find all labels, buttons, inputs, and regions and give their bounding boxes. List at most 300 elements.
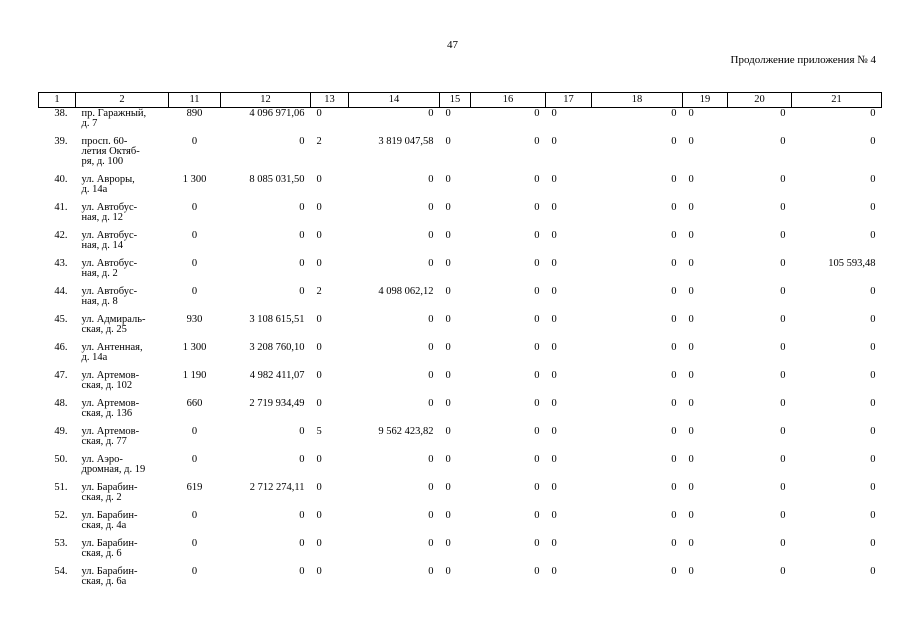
cell-col-13-value: 0 <box>316 565 322 577</box>
address-line: ская, д. 25 <box>81 323 127 335</box>
cell-col-15-value: 0 <box>445 425 451 437</box>
cell-col-13 <box>311 426 349 454</box>
cell-col-11-value: 1 300 <box>182 173 207 185</box>
cell-col-15 <box>440 370 471 398</box>
cell-col-16-value: 0 <box>534 509 540 521</box>
row-number-value: 42. <box>54 229 68 241</box>
cell-col-11 <box>169 398 221 426</box>
cell-col-17-value: 0 <box>551 509 557 521</box>
cell-col-12 <box>221 398 311 426</box>
row-number <box>39 286 76 314</box>
row-number-value: 46. <box>54 341 68 353</box>
cell-col-20 <box>728 510 792 538</box>
cell-col-14-value: 0 <box>428 509 434 521</box>
cell-col-16 <box>471 286 546 314</box>
cell-col-13-value: 0 <box>316 313 322 325</box>
cell-col-14 <box>349 286 440 314</box>
address <box>76 482 169 510</box>
address <box>76 454 169 482</box>
cell-col-11 <box>169 314 221 342</box>
cell-col-19-value: 0 <box>688 173 694 185</box>
cell-col-12-value: 0 <box>299 453 305 465</box>
cell-col-12-value: 3 108 615,51 <box>249 313 305 325</box>
column-header: 13 <box>311 93 349 108</box>
cell-col-11 <box>169 370 221 398</box>
appendix-note: Продолжение приложения № 4 <box>730 54 876 66</box>
cell-col-14 <box>349 454 440 482</box>
address <box>76 398 169 426</box>
table-row <box>39 342 882 370</box>
data-table <box>38 92 882 594</box>
row-number-value: 52. <box>54 509 68 521</box>
cell-col-11 <box>169 454 221 482</box>
cell-col-21 <box>792 286 882 314</box>
address-line: д. 14а <box>81 351 108 363</box>
cell-col-18-value: 0 <box>671 341 677 353</box>
cell-col-11-value: 0 <box>191 509 198 521</box>
cell-col-15 <box>440 482 471 510</box>
cell-col-20 <box>728 258 792 286</box>
cell-col-16 <box>471 230 546 258</box>
cell-col-18-value: 0 <box>671 173 677 185</box>
cell-col-14-value: 0 <box>428 173 434 185</box>
cell-col-14 <box>349 202 440 230</box>
cell-col-17 <box>546 136 592 174</box>
cell-col-17-value: 0 <box>551 257 557 269</box>
cell-col-16-value: 0 <box>534 481 540 493</box>
cell-col-12-value: 8 085 031,50 <box>249 173 305 185</box>
cell-col-17-value: 0 <box>551 229 557 241</box>
cell-col-16 <box>471 454 546 482</box>
cell-col-18-value: 0 <box>671 201 677 213</box>
cell-col-17 <box>546 230 592 258</box>
cell-col-12-value: 0 <box>299 135 305 147</box>
cell-col-11-value: 0 <box>191 565 198 577</box>
cell-col-19-value: 0 <box>688 285 694 297</box>
cell-col-19-value: 0 <box>688 565 694 577</box>
cell-col-19-value: 0 <box>688 341 694 353</box>
cell-col-15 <box>440 314 471 342</box>
cell-col-17 <box>546 174 592 202</box>
cell-col-11 <box>169 482 221 510</box>
cell-col-16-value: 0 <box>534 108 540 119</box>
cell-col-11-value: 619 <box>186 481 203 493</box>
cell-col-17 <box>546 258 592 286</box>
cell-col-13 <box>311 174 349 202</box>
cell-col-18-value: 0 <box>671 425 677 437</box>
address-line: ская, д. 102 <box>81 379 133 391</box>
cell-col-20 <box>728 566 792 594</box>
address-line: ул. Барабин- <box>81 537 138 549</box>
row-number <box>39 426 76 454</box>
row-number-value: 47. <box>54 369 68 381</box>
cell-col-20-value: 0 <box>780 201 786 213</box>
cell-col-18-value: 0 <box>671 285 677 297</box>
cell-col-18-value: 0 <box>671 453 677 465</box>
row-number-value: 45. <box>54 313 68 325</box>
table-row <box>39 538 882 566</box>
cell-col-20 <box>728 454 792 482</box>
cell-col-21-value: 0 <box>870 341 876 353</box>
cell-col-12-value: 0 <box>299 257 305 269</box>
cell-col-15-value: 0 <box>445 537 451 549</box>
cell-col-14-value: 0 <box>428 341 434 353</box>
cell-col-18-value: 0 <box>671 481 677 493</box>
cell-col-16-value: 0 <box>534 173 540 185</box>
cell-col-18 <box>592 230 683 258</box>
cell-col-14 <box>349 566 440 594</box>
cell-col-17 <box>546 510 592 538</box>
cell-col-21 <box>792 202 882 230</box>
cell-col-17 <box>546 342 592 370</box>
address <box>76 314 169 342</box>
cell-col-20 <box>728 230 792 258</box>
cell-col-11-value: 0 <box>191 229 198 241</box>
cell-col-12-value: 0 <box>299 565 305 577</box>
cell-col-13-value: 0 <box>316 257 322 269</box>
cell-col-21 <box>792 136 882 174</box>
cell-col-13-value: 0 <box>316 481 322 493</box>
address-line: ная, д. 2 <box>81 267 118 279</box>
cell-col-11-value: 0 <box>191 257 198 269</box>
cell-col-18 <box>592 136 683 174</box>
cell-col-13 <box>311 286 349 314</box>
cell-col-13-value: 0 <box>316 108 322 119</box>
cell-col-18 <box>592 538 683 566</box>
cell-col-16-value: 0 <box>534 285 540 297</box>
cell-col-15 <box>440 566 471 594</box>
cell-col-14-value: 3 819 047,58 <box>378 135 434 147</box>
cell-col-20 <box>728 136 792 174</box>
table-row <box>39 108 882 136</box>
table-row <box>39 566 882 594</box>
cell-col-13-value: 0 <box>316 229 322 241</box>
cell-col-13-value: 0 <box>316 341 322 353</box>
cell-col-16-value: 0 <box>534 425 540 437</box>
cell-col-21-value: 0 <box>870 173 876 185</box>
cell-col-20 <box>728 108 792 136</box>
cell-col-15-value: 0 <box>445 481 451 493</box>
cell-col-21-value: 0 <box>870 537 876 549</box>
cell-col-18 <box>592 314 683 342</box>
cell-col-17-value: 0 <box>551 108 557 119</box>
address-line: просп. 60- <box>81 135 128 147</box>
cell-col-11 <box>169 136 221 174</box>
cell-col-20-value: 0 <box>780 313 786 325</box>
cell-col-21 <box>792 538 882 566</box>
cell-col-21-value: 105 593,48 <box>828 257 876 269</box>
column-header: 15 <box>440 93 471 108</box>
cell-col-12 <box>221 538 311 566</box>
cell-col-17-value: 0 <box>551 201 557 213</box>
cell-col-18 <box>592 482 683 510</box>
column-header: 21 <box>792 93 882 108</box>
cell-col-11 <box>169 566 221 594</box>
column-header: 1 <box>39 93 76 108</box>
cell-col-17-value: 0 <box>551 481 557 493</box>
cell-col-13-value: 2 <box>316 285 322 297</box>
cell-col-17 <box>546 426 592 454</box>
cell-col-20-value: 0 <box>780 229 786 241</box>
cell-col-15 <box>440 136 471 174</box>
address-line: ская, д. 6 <box>81 547 122 559</box>
cell-col-12 <box>221 286 311 314</box>
cell-col-14-value: 0 <box>428 108 434 119</box>
address-line: ул. Автобус- <box>81 285 138 297</box>
cell-col-21-value: 0 <box>870 108 876 119</box>
address <box>76 538 169 566</box>
cell-col-17 <box>546 538 592 566</box>
cell-col-12-value: 4 096 971,06 <box>249 108 305 119</box>
cell-col-20-value: 0 <box>780 108 786 119</box>
cell-col-15 <box>440 108 471 136</box>
row-number <box>39 370 76 398</box>
cell-col-19-value: 0 <box>688 229 694 241</box>
cell-col-15 <box>440 426 471 454</box>
row-number <box>39 258 76 286</box>
address-line: ул. Барабин- <box>81 565 138 577</box>
cell-col-17-value: 0 <box>551 369 557 381</box>
cell-col-14 <box>349 398 440 426</box>
cell-col-15 <box>440 510 471 538</box>
cell-col-21 <box>792 108 882 136</box>
table-row <box>39 314 882 342</box>
cell-col-13 <box>311 258 349 286</box>
cell-col-20-value: 0 <box>780 173 786 185</box>
cell-col-13-value: 0 <box>316 173 322 185</box>
cell-col-13-value: 0 <box>316 397 322 409</box>
cell-col-16 <box>471 370 546 398</box>
address-line: ул. Артемов- <box>81 369 140 381</box>
cell-col-18 <box>592 510 683 538</box>
cell-col-13 <box>311 398 349 426</box>
cell-col-21 <box>792 230 882 258</box>
table-row <box>39 426 882 454</box>
cell-col-19-value: 0 <box>688 509 694 521</box>
cell-col-19 <box>683 174 728 202</box>
address-line: ская, д. 77 <box>81 435 127 447</box>
cell-col-12 <box>221 230 311 258</box>
cell-col-18-value: 0 <box>671 313 677 325</box>
cell-col-18-value: 0 <box>671 565 677 577</box>
cell-col-16 <box>471 538 546 566</box>
cell-col-20-value: 0 <box>780 453 786 465</box>
cell-col-12 <box>221 482 311 510</box>
cell-col-16 <box>471 566 546 594</box>
column-header: 2 <box>76 93 169 108</box>
address-line: ул. Барабин- <box>81 509 138 521</box>
cell-col-17-value: 0 <box>551 173 557 185</box>
cell-col-13 <box>311 136 349 174</box>
cell-col-18 <box>592 566 683 594</box>
cell-col-20 <box>728 342 792 370</box>
column-header: 16 <box>471 93 546 108</box>
address <box>76 426 169 454</box>
column-header: 12 <box>221 93 311 108</box>
cell-col-13 <box>311 454 349 482</box>
cell-col-20 <box>728 426 792 454</box>
cell-col-18 <box>592 286 683 314</box>
row-number <box>39 510 76 538</box>
row-number <box>39 566 76 594</box>
cell-col-11 <box>169 286 221 314</box>
cell-col-16 <box>471 258 546 286</box>
cell-col-19 <box>683 230 728 258</box>
row-number-value: 41. <box>54 201 68 213</box>
row-number-value: 49. <box>54 425 68 437</box>
row-number-value: 53. <box>54 537 68 549</box>
cell-col-12 <box>221 342 311 370</box>
cell-col-15-value: 0 <box>445 173 451 185</box>
cell-col-18 <box>592 258 683 286</box>
cell-col-12-value: 2 719 934,49 <box>249 397 305 409</box>
cell-col-18-value: 0 <box>671 397 677 409</box>
cell-col-17 <box>546 286 592 314</box>
cell-col-17-value: 0 <box>551 565 557 577</box>
cell-col-20 <box>728 286 792 314</box>
cell-col-12 <box>221 454 311 482</box>
cell-col-11 <box>169 538 221 566</box>
cell-col-17-value: 0 <box>551 285 557 297</box>
address-line: ул. Автобус- <box>81 201 138 213</box>
cell-col-15 <box>440 202 471 230</box>
row-number-value: 50. <box>54 453 68 465</box>
cell-col-16 <box>471 202 546 230</box>
cell-col-19-value: 0 <box>688 453 694 465</box>
table-header <box>39 93 882 108</box>
cell-col-14-value: 4 098 062,12 <box>378 285 434 297</box>
cell-col-21-value: 0 <box>870 229 876 241</box>
cell-col-17-value: 0 <box>551 537 557 549</box>
cell-col-15-value: 0 <box>445 135 451 147</box>
cell-col-13-value: 0 <box>316 369 322 381</box>
cell-col-12 <box>221 566 311 594</box>
cell-col-16-value: 0 <box>534 201 540 213</box>
cell-col-12-value: 0 <box>299 425 305 437</box>
cell-col-21 <box>792 314 882 342</box>
cell-col-16 <box>471 342 546 370</box>
cell-col-18-value: 0 <box>671 257 677 269</box>
cell-col-19 <box>683 510 728 538</box>
cell-col-14-value: 0 <box>428 369 434 381</box>
cell-col-11 <box>169 258 221 286</box>
cell-col-20-value: 0 <box>780 257 786 269</box>
address <box>76 286 169 314</box>
cell-col-16 <box>471 136 546 174</box>
cell-col-19-value: 0 <box>688 425 694 437</box>
row-number-value: 54. <box>54 565 68 577</box>
cell-col-19 <box>683 314 728 342</box>
cell-col-21 <box>792 426 882 454</box>
address-line: д. 7 <box>81 118 98 129</box>
table-row <box>39 510 882 538</box>
cell-col-19 <box>683 370 728 398</box>
cell-col-15 <box>440 286 471 314</box>
address-line: д. 14а <box>81 183 108 195</box>
cell-col-19 <box>683 566 728 594</box>
cell-col-12 <box>221 314 311 342</box>
cell-col-20-value: 0 <box>780 481 786 493</box>
cell-col-16-value: 0 <box>534 135 540 147</box>
cell-col-20 <box>728 314 792 342</box>
cell-col-12-value: 2 712 274,11 <box>249 481 305 493</box>
column-header: 11 <box>169 93 221 108</box>
cell-col-13 <box>311 108 349 136</box>
cell-col-16 <box>471 510 546 538</box>
cell-col-14-value: 0 <box>428 201 434 213</box>
cell-col-15-value: 0 <box>445 565 451 577</box>
cell-col-19-value: 0 <box>688 481 694 493</box>
cell-col-18 <box>592 398 683 426</box>
cell-col-18 <box>592 108 683 136</box>
cell-col-18-value: 0 <box>671 108 677 119</box>
cell-col-12 <box>221 258 311 286</box>
cell-col-16-value: 0 <box>534 313 540 325</box>
cell-col-18 <box>592 174 683 202</box>
cell-col-16-value: 0 <box>534 397 540 409</box>
cell-col-12 <box>221 426 311 454</box>
cell-col-14 <box>349 136 440 174</box>
cell-col-14-value: 0 <box>428 397 434 409</box>
cell-col-14-value: 9 562 423,82 <box>378 425 434 437</box>
row-number <box>39 342 76 370</box>
cell-col-19 <box>683 136 728 174</box>
address-line: ул. Адмираль- <box>81 313 146 325</box>
address-line: ул. Автобус- <box>81 257 138 269</box>
cell-col-15-value: 0 <box>445 453 451 465</box>
cell-col-14 <box>349 258 440 286</box>
cell-col-12-value: 0 <box>299 285 305 297</box>
cell-col-21-value: 0 <box>870 313 876 325</box>
row-number <box>39 482 76 510</box>
address-line: дромная, д. 19 <box>81 463 146 475</box>
table-row <box>39 174 882 202</box>
cell-col-20 <box>728 370 792 398</box>
cell-col-18-value: 0 <box>671 135 677 147</box>
cell-col-17-value: 0 <box>551 425 557 437</box>
column-header: 14 <box>349 93 440 108</box>
cell-col-11 <box>169 230 221 258</box>
cell-col-13 <box>311 314 349 342</box>
cell-col-16-value: 0 <box>534 341 540 353</box>
cell-col-19 <box>683 342 728 370</box>
cell-col-12 <box>221 510 311 538</box>
cell-col-12 <box>221 136 311 174</box>
cell-col-14-value: 0 <box>428 565 434 577</box>
address <box>76 136 169 174</box>
row-number <box>39 538 76 566</box>
cell-col-19-value: 0 <box>688 108 694 119</box>
cell-col-16 <box>471 174 546 202</box>
cell-col-21-value: 0 <box>870 201 876 213</box>
cell-col-12-value: 4 982 411,07 <box>249 369 305 381</box>
cell-col-19-value: 0 <box>688 397 694 409</box>
address-line: ная, д. 8 <box>81 295 118 307</box>
cell-col-16-value: 0 <box>534 537 540 549</box>
column-header: 20 <box>728 93 792 108</box>
cell-col-11 <box>169 202 221 230</box>
cell-col-20-value: 0 <box>780 537 786 549</box>
address-line: ул. Артемов- <box>81 397 140 409</box>
cell-col-19 <box>683 398 728 426</box>
cell-col-14 <box>349 174 440 202</box>
row-number <box>39 136 76 174</box>
cell-col-21-value: 0 <box>870 509 876 521</box>
table-row <box>39 258 882 286</box>
cell-col-17-value: 0 <box>551 135 557 147</box>
cell-col-13 <box>311 566 349 594</box>
cell-col-14 <box>349 108 440 136</box>
